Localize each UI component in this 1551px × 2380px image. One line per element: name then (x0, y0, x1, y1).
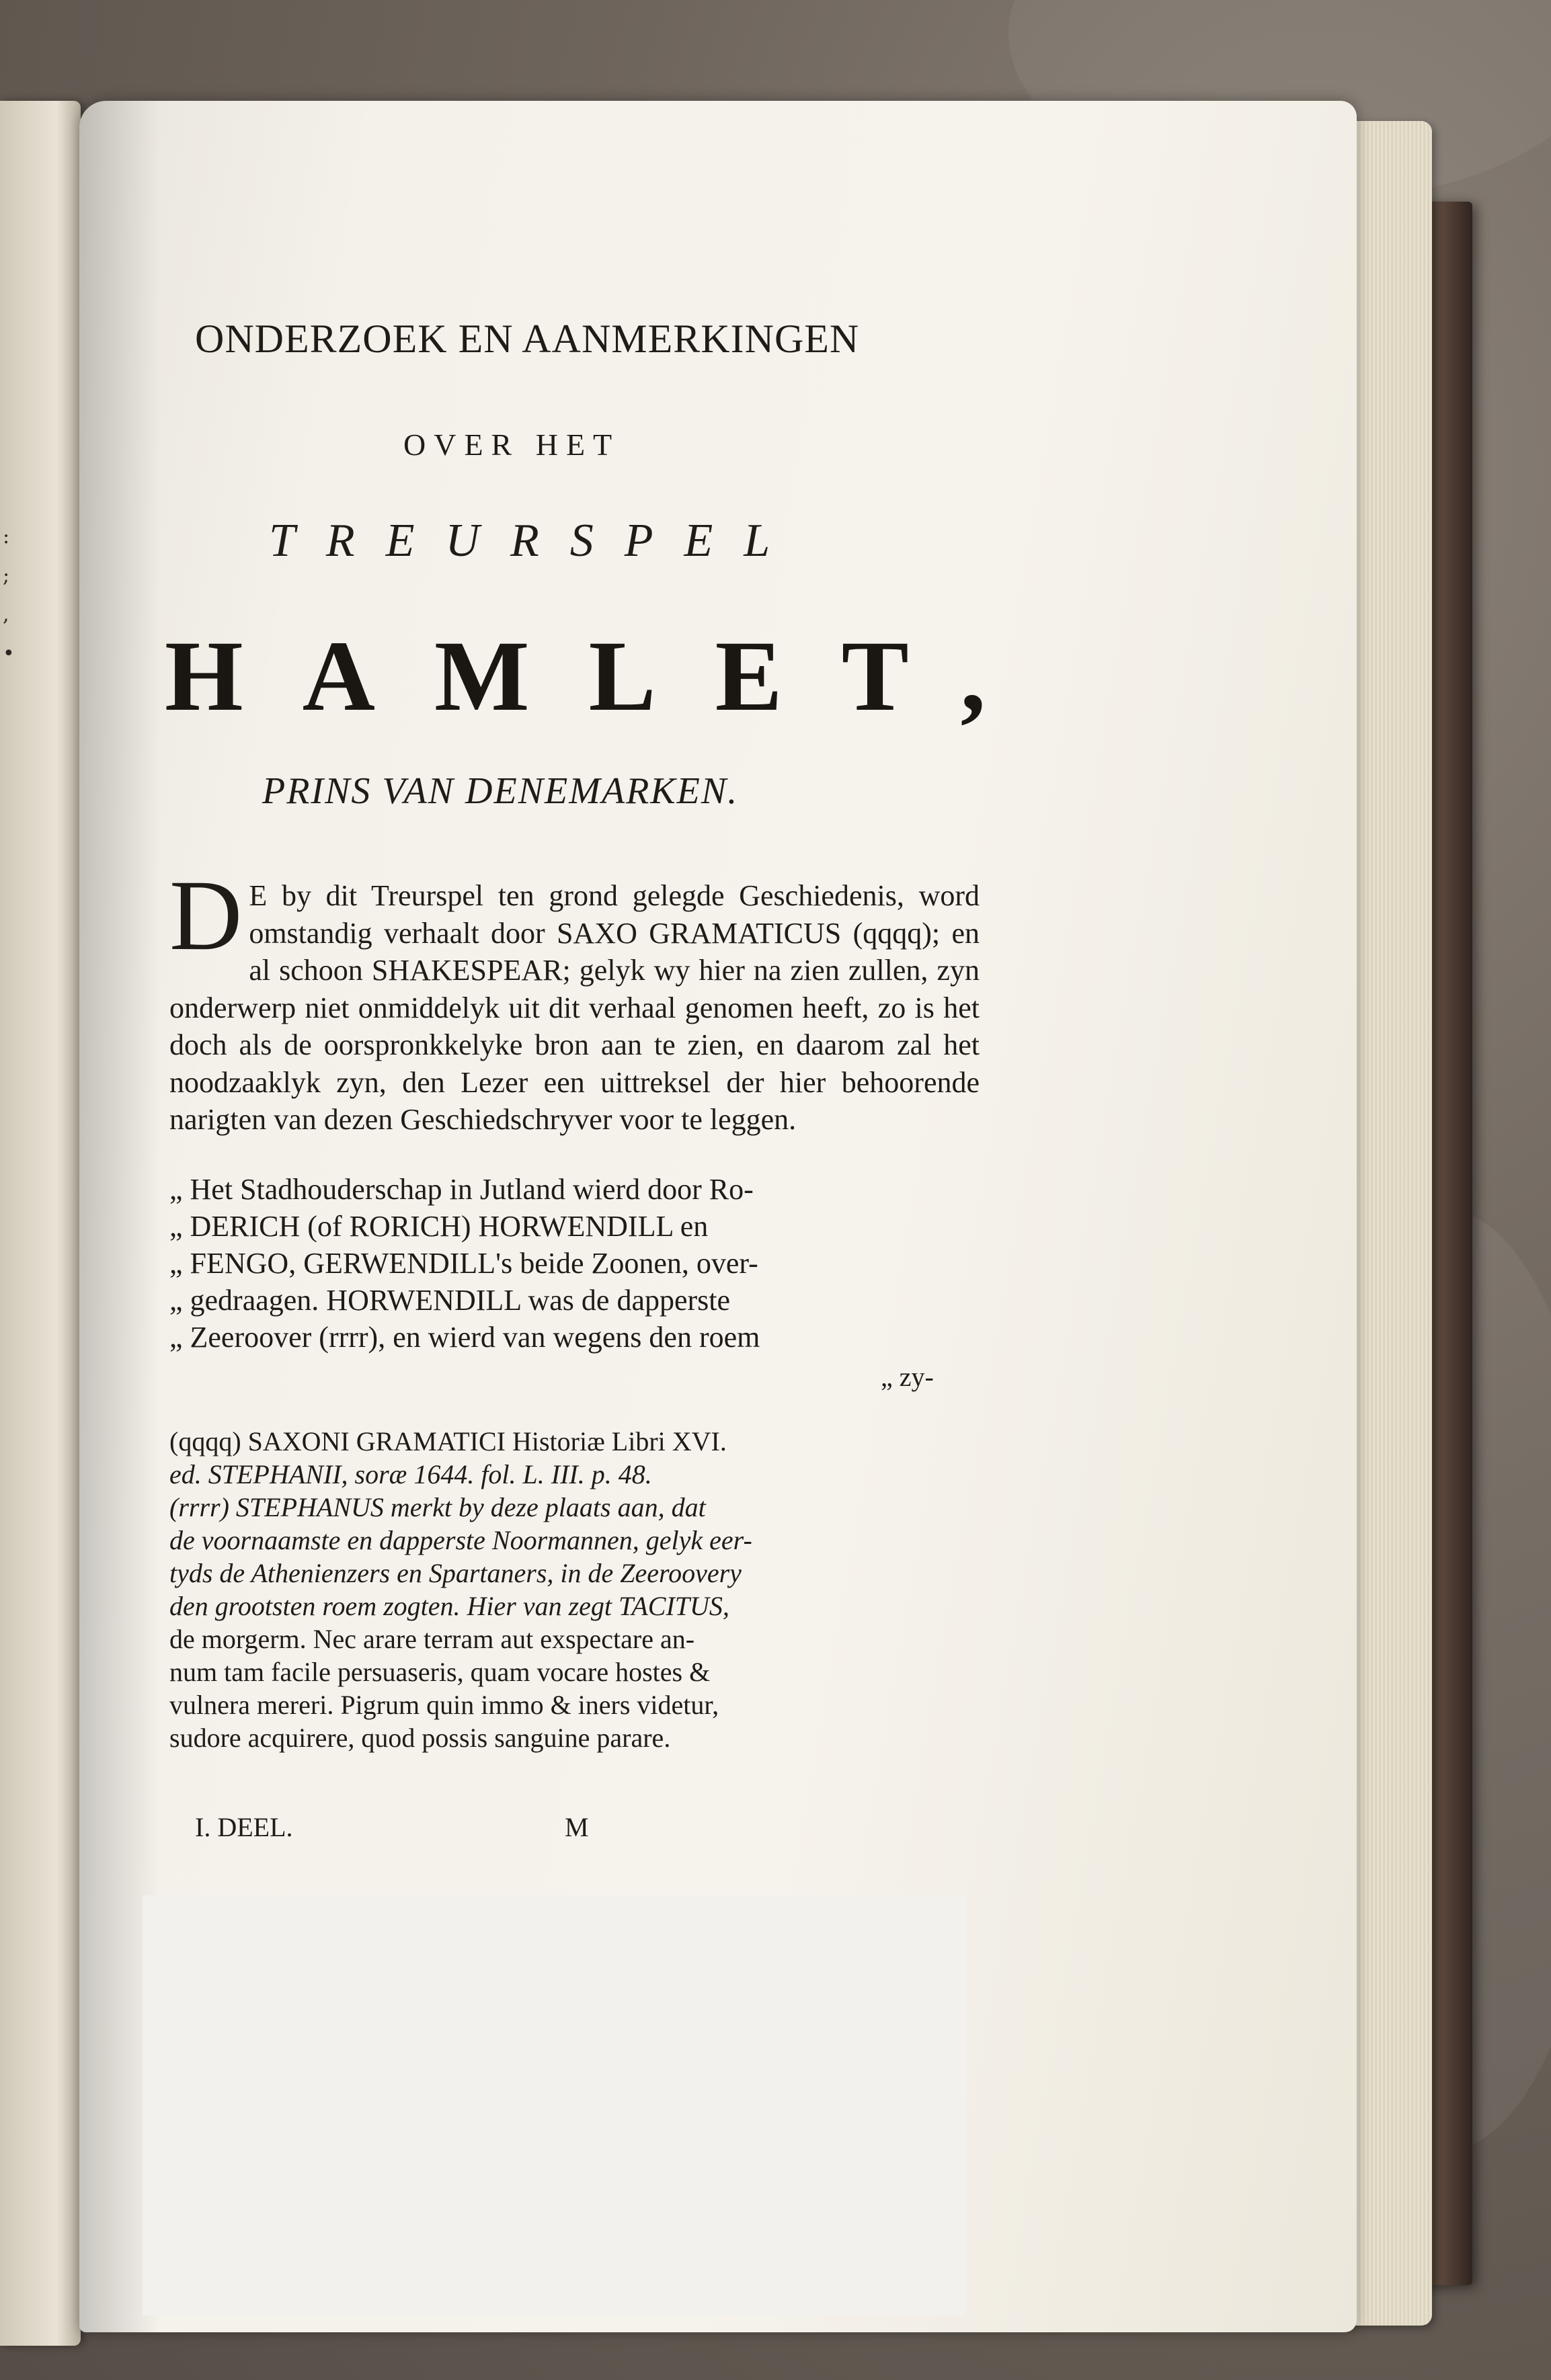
footnote-line: de morgerm. Nec arare terram aut exspectare an- (169, 1624, 695, 1654)
heading-line-2: OVER HET (403, 427, 621, 462)
footnote-line: den grootsten roem zogten. Hier van zegt TACITUS, (169, 1591, 729, 1621)
quote-line: „ gedraagen. HORWENDILL was de dapperste (169, 1284, 731, 1317)
heading-title: HAMLET, (165, 620, 1045, 732)
footnote-line: sudore acquirere, quod possis sanguine parare. (169, 1723, 671, 1753)
footnote-line: de voornaamste en dapperste Noormannen, gelyk eer- (169, 1525, 752, 1555)
quote-line: „ FENGO, GERWENDILL's beide Zoonen, over- (169, 1247, 758, 1280)
footnote-line: tyds de Athenienzers en Spartaners, in de Zeeroovery (169, 1558, 742, 1588)
left-page-edge (0, 101, 81, 2346)
paragraph-text: E by dit Treurspel ten grond gelegde Geschiedenis, word omstandig verhaalt door SAXO GRAMATICUS (qqqq); en al schoon SHAKESPEAR; gelyk wy hier na zien zullen, zyn onderwerp niet onmiddelyk uit dit verhaal genomen heeft, zo is het doch als de oorspronkkelyke bron aan te zien, en daarom zal het noodzaaklyk zyn, den Lezer een uittreksel der hier behoorende narigten van dezen Geschiedschryver voor te leggen. (169, 879, 980, 1136)
catchword: „ zy- (881, 1362, 934, 1392)
footnote-line: (rrrr) STEPHANUS merkt by deze plaats aan, dat (169, 1492, 706, 1522)
signature-part: I. DEEL. (195, 1812, 293, 1842)
quote-line: „ Het Stadhouderschap in Jutland wierd door Ro- (169, 1173, 754, 1206)
footnote-line: vulnera mereri. Pigrum quin immo & iners videtur, (169, 1690, 719, 1720)
quote-line: „ Zeeroover (rrrr), en wierd van wegens den roem (169, 1321, 760, 1354)
signature-mark: M (565, 1812, 589, 1842)
left-mark: : (3, 525, 10, 548)
redaction-box (143, 1895, 966, 2315)
heading-line-1: ONDERZOEK EN AANMERKINGEN (195, 317, 860, 361)
left-mark: • (3, 642, 15, 665)
drop-cap: D (169, 860, 243, 971)
footnote-line: num tam facile persuaseris, quam vocare hostes & (169, 1657, 711, 1687)
heading-subtitle: PRINS VAN DENEMARKEN. (262, 770, 739, 812)
heading-line-3: TREURSPEL (269, 515, 801, 567)
quote-line: „ DERICH (of RORICH) HORWENDILL en (169, 1210, 709, 1243)
footnotes (169, 1425, 976, 1754)
footnote-line: (qqqq) SAXONI GRAMATICI Historiæ Libri XVI. (169, 1426, 727, 1456)
left-mark: , (3, 603, 9, 626)
body-paragraph (169, 860, 980, 1139)
footnote-line: ed. STEPHANII, soræ 1644. fol. L. III. p. 48. (169, 1459, 652, 1489)
left-page-marks (3, 518, 16, 673)
left-mark: ; (3, 564, 10, 587)
